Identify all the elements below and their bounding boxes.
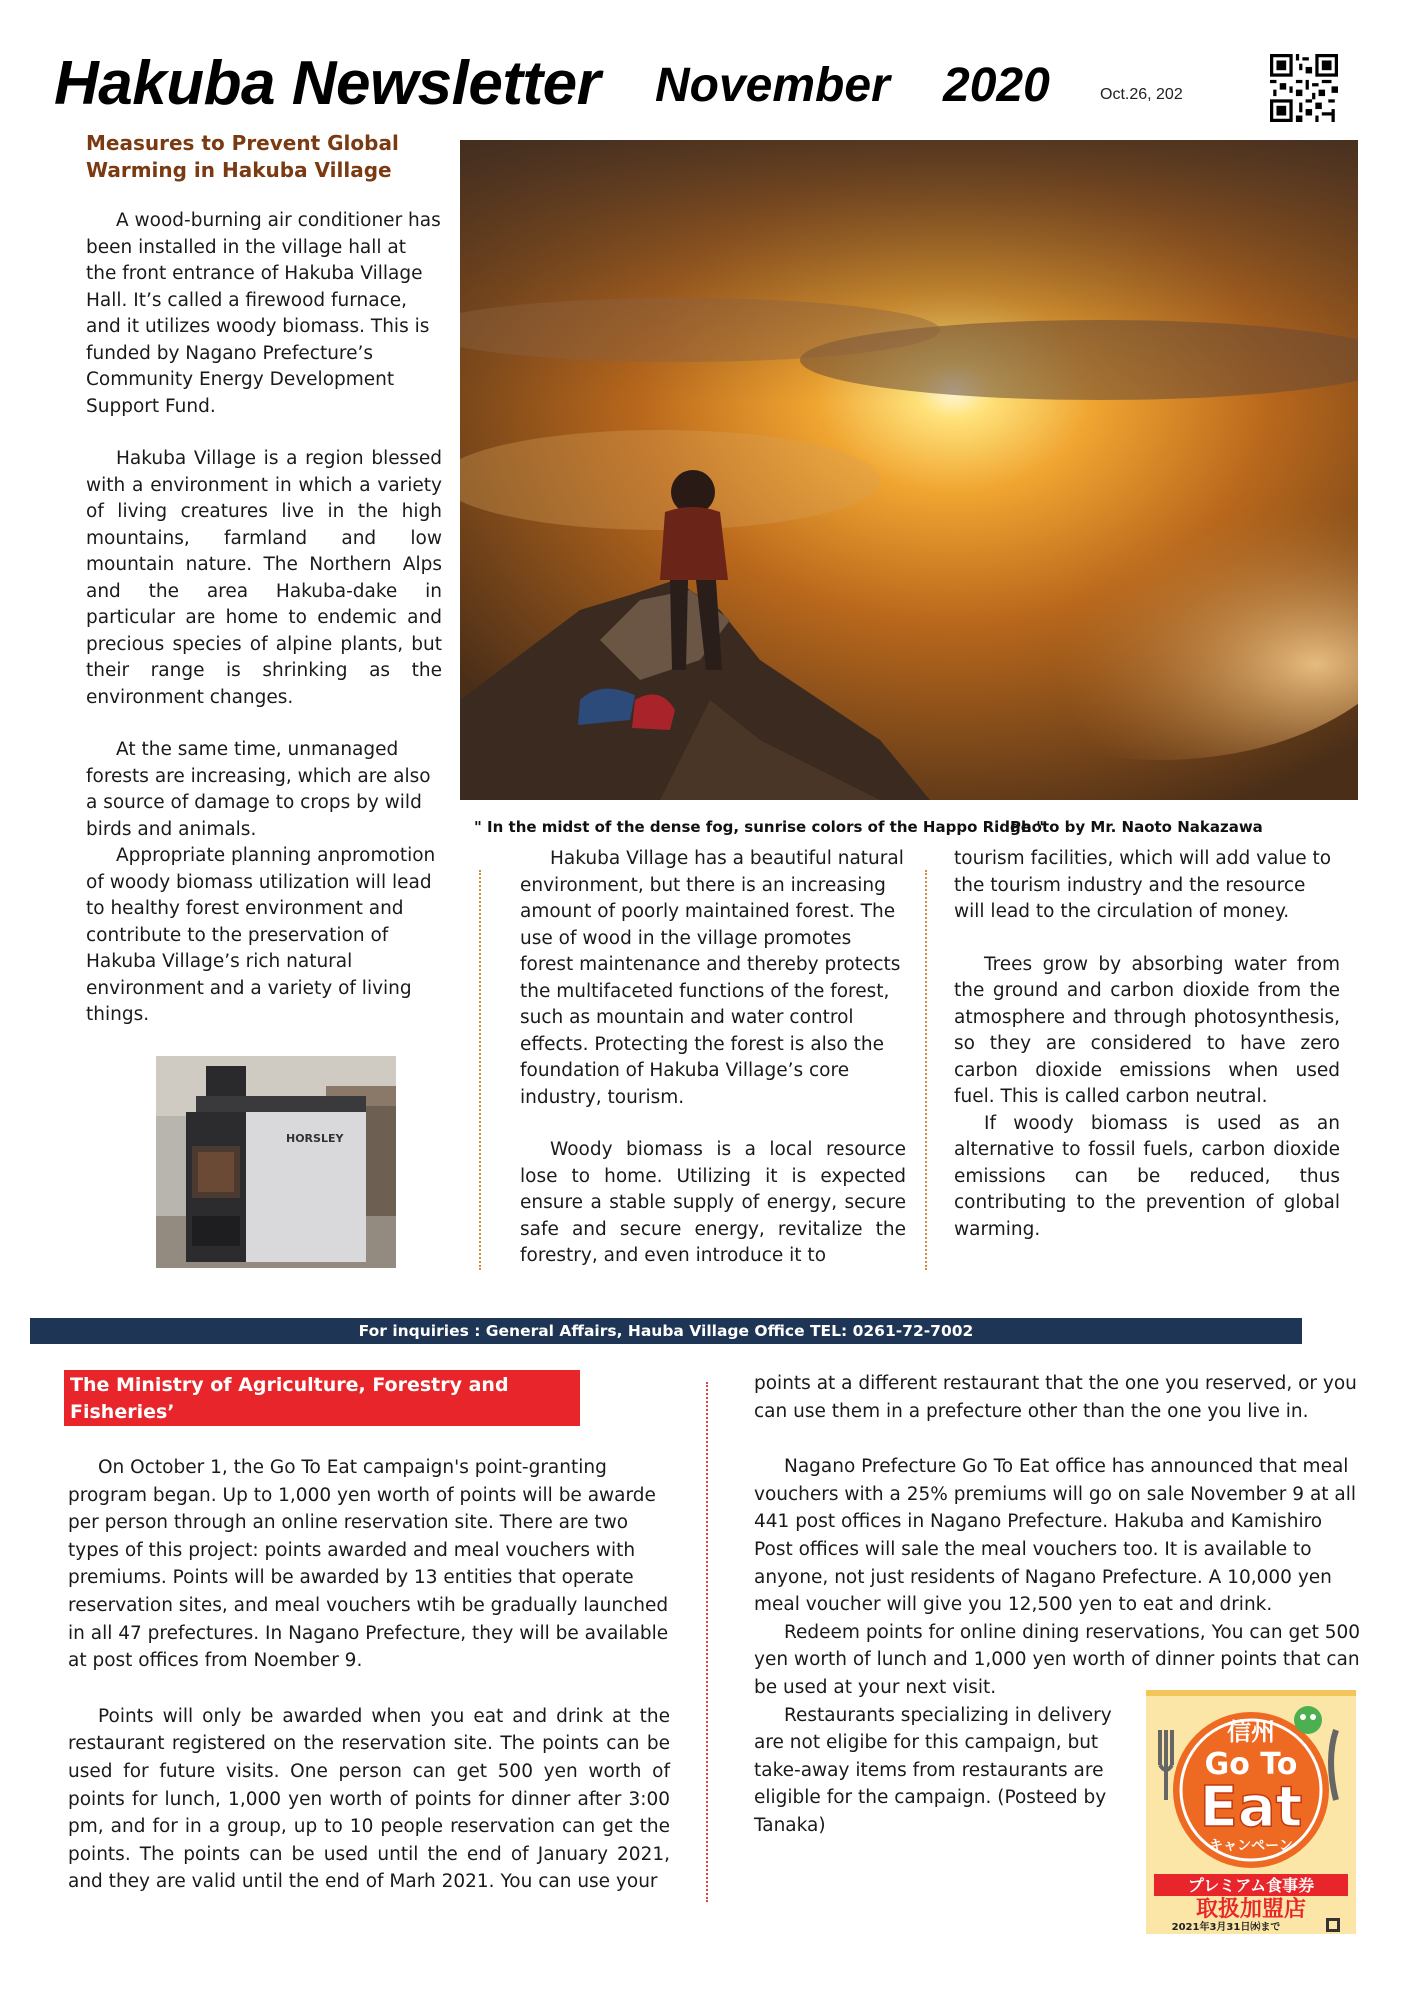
paragraph: tourism facilities, which will add value to the tourism industry and the resource will lead to the circulation of money.: [954, 848, 1332, 922]
paragraph: Woody biomass is a local resource lose to home. Utilizing it is expected ensure a stable supply of energy, secure safe and secure energy, revitalize the forestry, and even introduce it to: [520, 1139, 906, 1266]
paragraph: Points will only be awarded when you eat and drink at the restaurant registered on the reservation site. The points can be used for future visits. One person can get 500 yen worth of points for lunch, 1,000 yen worth of points for dinner after 3:00 pm, and for in a group, up to 10 people reservation can get the points. The points can be used until the end of January 2021, and they are valid until the end of Marh 2021. You can use your: [68, 1705, 670, 1893]
qr-code-icon[interactable]: [1270, 54, 1338, 122]
paragraph: Hakuba Village is a region blessed with a environment in which a variety of living creatures live in the high mountains, farmland and low mountain nature. The Northern Alps and the area Hakuba-dake in particular are home to endemic and precious species of alpine plants, but their range is shrinking as the environment changes.: [86, 448, 442, 708]
heading-line: The Ministry of Agriculture, Forestry and Fisheries’: [70, 1374, 509, 1423]
photo-caption: " In the midst of the dense fog, sunrise colors of the Happo Ridge ": [474, 818, 1044, 836]
article1-column-3: [954, 846, 1340, 1243]
inquiry-bar: For inquiries : General Affairs, Hauba Village Office TEL: 0261-72-7002: [30, 1318, 1302, 1344]
heading-line: Project “Go To Eat”: [70, 1428, 318, 1450]
column-divider: [706, 1382, 708, 1902]
newsletter-title: Hakuba Newsletter: [54, 49, 601, 118]
paragraph: points at a different restaurant that the one you reserved, or you can use them in a prefecture other than the one you live in.: [754, 1373, 1357, 1422]
paragraph: Trees grow by absorbing water from the ground and carbon dioxide from the atmosphere and through photosynthesis, so they are considered to have zero carbon dioxide emissions when used fuel. This is called carbon neutral.: [954, 953, 1340, 1107]
badge-dealer: 取扱加盟店: [1195, 1897, 1307, 1922]
article2-column-1: [68, 1454, 670, 1924]
paragraph: Nagano Prefecture Go To Eat office has announced that meal vouchers with a 25% premiums will go on sale November 9 at all 441 post offices in Nagano Prefecture. Hakuba and Kamishiro Post offices will sale the meal vouchers too. It is available to anyone, not just residents of Nagano Prefecture. A 10,000 yen meal voucher will give you 12,500 yen to eat and drink.: [754, 1456, 1357, 1616]
badge-campaign: キャンペーン: [1209, 1838, 1293, 1854]
paragraph: On October 1, the Go To Eat campaign's point-granting program began. Up to 1,000 yen worth of points will be awarde per person through an online reservation site. There are two types of this project: points awarded and meal vouchers with premiums. Points will be awarded by 13 entities that operate reservation sites, and meal vouchers wtih be gradually launched in all 47 prefectures. In Nagano Prefecture, they will be available at post offices from Noember 9.: [68, 1457, 669, 1672]
stove-brand-label: HORSLEY: [286, 1132, 344, 1145]
paragraph: Redeem points for online dining reservations, You can get 500 yen worth of lunch and 1,000 yen worth of dinner points that can be used at your next visit.: [754, 1621, 1361, 1698]
issue-month: November: [655, 59, 890, 112]
badge-eat: Eat: [1199, 1775, 1303, 1840]
sunrise-photo: [460, 140, 1358, 800]
article1-column-1: [86, 208, 442, 1055]
paragraph: Appropriate planning anpromotion of woody biomass utilization will lead to healthy forest environment and contribute to the preservation of Hakuba Village’s rich natural environment and a variety of living things.: [86, 845, 436, 1025]
paragraph: A wood-burning air conditioner has been installed in the village hall at the front entrance of Hakuba Village Hall. It’s called a firewood furnace, and it utilizes woody biomass. This is funded by Nagano Prefecture’s Community Energy Development Support Fund.: [86, 210, 441, 417]
photo-credit: Photo by Mr. Naoto Nakazawa: [1010, 818, 1263, 836]
paragraph: Restaurants specializing in delivery are not eligibe for this campaign, but take-away items from restaurants are eligible for the campaign. (Posteed by Tanaka): [754, 1704, 1112, 1836]
article-heading-global-warming: Measures to Prevent Global Warming in Hakuba Village: [86, 131, 399, 182]
badge-valid-until: 2021年3月31日㈬まで: [1171, 1922, 1281, 1933]
go-to-eat-campaign-logo: [1146, 1690, 1356, 1934]
badge-go-to: Go To: [1204, 1747, 1298, 1782]
firewood-furnace-photo: [156, 1056, 396, 1268]
paragraph: Hakuba Village has a beautiful natural environment, but there is an increasing amount of poorly maintained forest. The use of wood in the village promotes forest maintenance and thereby protects the multifaceted functions of the forest, such as mountain and water control effects. Protecting the forest is also the foundation of Hakuba Village’s core industry, tourism.: [520, 848, 904, 1108]
badge-premium: プレミアム食事券: [1187, 1876, 1315, 1895]
column-divider: [479, 870, 481, 1270]
paragraph: If woody biomass is used as an alternative to fossil fuels, carbon dioxide emissions can be reduced, thus contributing to the prevention of global warming.: [954, 1112, 1340, 1240]
paragraph: At the same time, unmanaged forests are increasing, which are also a source of damage to crops by wild birds and animals.: [86, 739, 431, 840]
article-heading-go-to-eat: [64, 1370, 580, 1450]
article1-column-2: [520, 846, 906, 1296]
column-divider: [925, 870, 927, 1270]
badge-region: 信州: [1227, 1718, 1275, 1746]
issue-year: 2020: [943, 59, 1050, 112]
issue-date: Oct.26, 202: [1100, 86, 1183, 103]
